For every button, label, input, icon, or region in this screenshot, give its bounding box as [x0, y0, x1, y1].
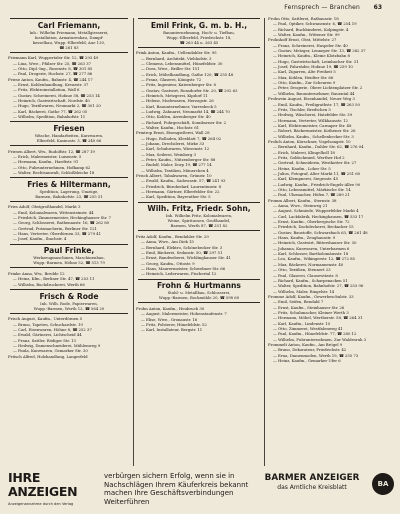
- directory-entry: — Fritz, Ingenieur, Katernberger Str. 8: [141, 82, 216, 88]
- directory-entry: — Karl, Kaufm., Lindenstr. 10: [273, 320, 331, 326]
- directory-entry: — Paula, Kurzwaren, Gemarker Str. 30: [13, 348, 88, 354]
- directory-entry: Fries Adolf, Obstgroßhandel, Markt 3: [8, 204, 81, 210]
- directory-entry: — Ernst, Kaufm., Oberbergische Str. 72: [273, 219, 350, 225]
- directory-entry: — Wilhelm, Textilien, Mäuerchen 4: [141, 167, 209, 173]
- directory-entry: — Ludwig, Kaufm., Friedrich-Engels-Allee 90: [273, 181, 361, 187]
- directory-entry: — Hedwig, Wäscherei, Hatzfelder Str. 39: [273, 112, 353, 118]
- directory-entry: — Hermann, Möbel, Wertherstr. 58, ☎ 264 31: [273, 315, 363, 321]
- business-advertisement-box: [136, 18, 262, 47]
- directory-entry: — Carl, Eisenwaren, Höhne 8, ☎ 252 37: [13, 326, 92, 332]
- directory-entry: — Max, Seilerei, Weinberg 3: [141, 151, 196, 157]
- directory-entry: — Fritz, Schuhmacher, Kleiner Werth 3: [273, 309, 349, 315]
- directory-entry: — Karl, Schlosser, Bartholomäusstr. 18: [273, 251, 349, 257]
- directory-entry: Frolich Anton, Kürschner, Vogelsangstr. 10: [268, 138, 351, 144]
- ad-publisher: [258, 473, 366, 492]
- directory-entry: — Elise, Wwe., Gronaustr. 16: [141, 316, 198, 322]
- directory-entry: — Paul, Glaserei, Clausewitzstr. 8: [273, 272, 338, 278]
- business-detail-line: Inh. Wilhelm Fritz, Kolonialwaren,: [165, 213, 233, 219]
- business-name: Carl Friemann,: [37, 20, 101, 30]
- directory-entry: Frink Anton, Kaufm., Uellendahler Str. 95: [136, 50, 217, 56]
- directory-entry: — Walter, Rechtsanwalt, Schloßbleiche 18: [13, 169, 95, 175]
- directory-entry: — Heinrich, Metzgerei, Kipdorf 11: [141, 92, 208, 98]
- directory-entry: — Johann, Drechslerei, Mirke 33: [141, 141, 205, 147]
- directory-entry: — Richard, Fuhrgeschäft, Sonnborner Str. 2: [141, 119, 227, 125]
- directory-entry: Friemann Karl, Wuppertaler Str. 12, ☎ 293 49: [8, 55, 99, 61]
- ad-slogan: verbürgen sichern Erfolg, wenn sie in Nachschlägen Ihrem Käuferkreis bekannt machen Ihre Geschäftsverbindungen Weiterführen: [104, 472, 249, 506]
- business-detail-line: Inh. Wilh. Rode, Papierwaren,: [40, 300, 98, 306]
- directory-entry: — Otto, Zimmerei, Westfalenweg 41: [273, 325, 343, 331]
- directory-entry: — Paul, Optiker, Schwanenstr. 6, ☎ 254 19: [273, 21, 357, 27]
- business-detail-line: Weine, Spirituosen, Großhandel,: [167, 218, 231, 224]
- directory-entry: — Karl, Schuhwaren, Wiesenstr. 12: [141, 146, 210, 152]
- directory-entry: Frohn Otto, Sattlerei, Rathausstr. 18: [268, 16, 339, 21]
- directory-entry: — Otto, Dipl.-Ing., Rosenstr. 8, ☎ 301 85: [13, 65, 93, 71]
- directory-entry: — Ernst, Bandweberei, Wichlinghauser Str. 41: [141, 255, 231, 261]
- business-detail-line: ☎ 263 44 u. 263 45: [179, 39, 219, 45]
- directory-entry: Frommelt Anton, Kaufm., Am Brögel 9: [268, 341, 343, 347]
- business-detail-line: ☎ 261 83: [59, 44, 79, 50]
- directory-entry: — Franz, Schreinerei, Haspeler Str. 40: [273, 42, 348, 48]
- directory-entry: — Walter, Spedition, Bahnhofstr. 27, ☎ 253 96: [273, 283, 364, 289]
- directory-entry: — Emil, Bäckerei, Sedanstr. 50, ☎ 297 51: [141, 250, 223, 256]
- directory-entry: Frisch August, Kaufm., Unterdörnen 5: [8, 316, 83, 322]
- directory-entry: Friese Anton, Kaufm., Bahnstr. 4, ☎ 244 17: [8, 76, 93, 82]
- business-detail-line: Installation, Armaturenbau, Dampf-: [34, 34, 104, 40]
- box-rule: [138, 302, 260, 303]
- directory-entry: — Karl, Installateur, Bergstr. 11: [141, 327, 203, 333]
- directory-entry: — Walter, Kaufm., Hochstr. 61: [141, 125, 200, 130]
- box-rule: [138, 47, 260, 48]
- directory-entry: — Franz, Sattler, Rödiger Str. 13: [13, 337, 76, 343]
- business-detail-line: Wupp.-Elberfeld, Friedrichstr. 18,: [166, 34, 232, 40]
- box-rule: [10, 244, 128, 245]
- directory-entry: — Otto, Textilien, Stennert 23: [273, 267, 331, 273]
- directory-entry: — Ernst, Kohlenhandlung, Kreuzstr. 37: [13, 81, 89, 87]
- business-advertisement-box: [8, 177, 130, 201]
- ad-small-print: Anzeigenannahme durch den Verlag: [8, 502, 74, 506]
- directory-entry: — Hans, Vertreter, Oberdörnen 33, ☎ 279 41: [13, 231, 102, 237]
- directory-entry: — August, Schmiede, Wupperfelder Markt 4: [273, 208, 359, 214]
- directory-entry: Fromm Albert, Kaufm., Sternstr. 38: [268, 197, 337, 203]
- business-detail-line: Barmen, Bahnhofstr. 23, ☎ 255 51: [35, 193, 103, 199]
- directory-entry: — Hugo, Gastwirtschaft, Leimbacher Str. 31: [273, 58, 359, 64]
- directory-columns: [8, 16, 392, 468]
- running-head: Fernsprech — Branchen: [284, 4, 360, 11]
- box-rule: [138, 230, 260, 231]
- directory-entry: — Heinrich, Gastwirt, Rittershauser Str. 30: [273, 240, 357, 246]
- business-detail-line: Stahl- u. Metallbau, Schlosserei,: [167, 290, 231, 296]
- directory-entry: — Wilhelm, Maler, Ringelstr. 14: [273, 288, 335, 294]
- directory-entry: — Paul, Uhrmacher, Höfen 7, ☎ 289 21: [273, 192, 350, 198]
- business-name: Friesen: [53, 123, 85, 133]
- directory-entry: — Erna, Damenmoden, Werth 19, ☎ 255 73: [273, 352, 359, 358]
- directory-entry: — Gustav, Metzger, Lenneper Str. 13, ☎ 282 37: [273, 48, 366, 54]
- directory-entry: — Karl, Bäckerei, Gathe 77, ☎ 262 05: [13, 108, 88, 114]
- business-detail-line: Werkzeugmaschinen, Maschinenbau,: [33, 255, 105, 261]
- directory-entry: — Bernhard, Architekt, Viehhofstr. 3: [141, 55, 212, 61]
- directory-entry: — Gertrud, Schneiderin, Westkotter Str. 27: [273, 160, 357, 166]
- directory-entry: — Dora, Wwe., Briller Str. 151: [141, 66, 200, 72]
- business-advertisement-box: [8, 289, 130, 313]
- directory-entry: — Otto, Kaufm., Zur Scheuren 9: [273, 80, 336, 86]
- directory-entry: — Paul, Drogerie, Hochstr. 27, ☎ 277 86: [13, 71, 93, 77]
- directory-entry: — Ludwig, Zahnarzt, Neumarkt 14, ☎ 244 70: [141, 108, 230, 114]
- directory-entry: — Erich, Möbelhandlung, Gathe 120, ☎ 255 48: [141, 71, 234, 77]
- advertisement-footer: [0, 468, 400, 514]
- directory-column-3: [268, 16, 392, 468]
- directory-entry: — Carl, Lackfabrik, Heckinghausen, ☎ 533 17: [273, 213, 364, 219]
- box-rule: [138, 202, 260, 203]
- directory-entry: — Heinz, Kaufm., Gemarker Ufer 6: [273, 358, 341, 363]
- publisher-logo-icon: BA: [372, 473, 394, 495]
- directory-entry: — Leo, Kaufm., Wikingerstr. 12, ☎ 272 85: [273, 256, 355, 262]
- business-name: Paul Frinke,: [43, 246, 95, 256]
- publisher-subtitle: das Amtliche Kreisblatt: [277, 484, 347, 491]
- directory-entry: — Heinrich, Gastwirtschaft, Nordstr. 40: [13, 97, 90, 103]
- directory-entry: — Gustav, Gastwirt, Ronsdorfer Str. 20, ☎ 292 63: [141, 87, 238, 93]
- directory-entry: — Georg, Kaufm., Ottostr. 9: [141, 260, 195, 266]
- directory-entry: — Bruno, Tapeten, Schuchardstr. 19: [13, 321, 83, 327]
- ad-headline: IHRE ANZEIGEN: [8, 470, 78, 499]
- directory-entry: — Karl, Klempnerei, Siegesstr. 45: [273, 176, 339, 182]
- directory-entry: — Emil, Kolonialwaren, Wittensteinstr. 44: [13, 209, 94, 215]
- directory-entry: — Bernhard, Kaufm., Dahler Str. 62, ☎ 276 04: [273, 144, 364, 150]
- directory-entry: — Heinrich, Kaufm., Kleine Klotzbahn 8: [273, 53, 350, 59]
- directory-entry: — Wilhelm, Fuhrunternehmen, Zur Waldesruh 3: [273, 336, 367, 342]
- page-number: 63: [373, 4, 382, 11]
- directory-entry: — Ewald, Gärtnerei, Lichtscheid 44: [13, 332, 82, 338]
- directory-entry: — Fritz, Elektroinstallation, Wall 6: [13, 87, 80, 93]
- directory-entry: — Rudolf, Maler, Dorp 19, ☎ 277 14: [141, 162, 212, 168]
- directory-entry: — Bernhard, Elektro, Schönebecker Str. 3: [141, 244, 223, 250]
- box-rule: [10, 145, 128, 146]
- business-name: Emil Frink, G. m. b. H.,: [150, 20, 248, 30]
- directory-entry: — Friedrich, Dachdeckerei, Beckacker 15: [273, 224, 354, 230]
- directory-entry: — Franz, Glaserei, Königstr. 72: [141, 76, 202, 82]
- directory-entry: Fritsch Alfred, Holzhandlung, Langerfeld: [8, 353, 88, 359]
- directory-entry: — Richard, Kaufm., Scharpenacken 51: [273, 277, 348, 283]
- directory-entry: Frintrop Ernst, Eisengießerei, Wall 28: [136, 130, 210, 136]
- business-detail-line: Inh.: Wilhelm Friemann, Metallgiesserei,: [29, 29, 109, 35]
- directory-entry: — Fritz, Polsterer, Hünefeldstr. 52: [141, 321, 207, 327]
- box-rule: [10, 201, 128, 202]
- directory-entry: — Heinz, Kaufm., Loher Str. 5: [273, 165, 331, 171]
- directory-entry: — Hedwig, Damenschneiderei, Mühlenweg 9: [13, 342, 101, 348]
- directory-entry: — Clemens, Lebensmittel, Hünefeldstr. 30: [141, 60, 223, 66]
- directory-entry: — Julius, Fotograf, Alter Markt 11, ☎ 251 60: [273, 170, 361, 176]
- business-name: Wilh. Fritz, Friedr. Sohn,: [147, 204, 251, 214]
- directory-entry: Fritz Adolf, Kaufm., Bendahler Str. 29: [136, 234, 209, 239]
- directory-entry: — Heinrich, Lederwaren, Fischertal 12: [141, 271, 217, 277]
- directory-entry: — Erich, Malerei, Klingelholl 18: [273, 149, 335, 155]
- directory-entry: — Fritz, Goldschmied, Werther Hof 2: [273, 154, 345, 160]
- directory-entry: — Wilhelm, Spedition, Bahnhofstr. 11: [13, 113, 86, 119]
- directory-entry: — Otto, Lebensmittel, Märkische Str. 14: [273, 187, 351, 192]
- directory-entry: — Gertrud, Putzmacherin, Berliner Str. 121: [13, 225, 97, 231]
- box-rule: [10, 121, 128, 122]
- directory-column-2: [136, 16, 262, 468]
- ad-left: [8, 471, 100, 507]
- directory-entry: — Peter, Kaufm., Nützenberger Str. 88: [141, 157, 216, 163]
- business-detail-line: Wupp.-Barmen, Bockmühle 20, ☎ 598 60: [158, 295, 240, 301]
- directory-entry: — Josef, Fahrräder, Hofaue 19, ☎ 259 10: [273, 64, 353, 70]
- directory-entry: Fromme Adolf, Kaufm., Gewerbeschulstr. 33: [268, 293, 354, 299]
- directory-entry: — Robert, Bäckermeister, Kothener Str. 26: [273, 128, 356, 134]
- directory-entry: — Gustav, Baustoffe, Schwarzbach 63, ☎ 261 48: [273, 229, 368, 235]
- directory-entry: — Hermann, Kaufm., Hardtstr. 91: [13, 159, 79, 165]
- directory-entry: — Karl, Zigarren, Alte Freiheit 5: [273, 69, 336, 75]
- directory-entry: — Emil, Seifen, Bendahl 7: [273, 299, 324, 305]
- directory-entry: Frisch Albert, Tabakwaren, Grünstr. 10: [136, 173, 212, 179]
- business-detail-line: Bauunternehmung, Hoch- u. Tiefbau,: [163, 29, 235, 35]
- directory-entry: — Hans, Maurermeister, Schwelmer Str. 66: [141, 266, 226, 272]
- business-detail-line: Wupp.-Barmen, Höhne 52, ☎ 513 79: [33, 260, 105, 266]
- directory-entry: — Erich, Malermeister, Luisenstr. 5: [13, 153, 82, 159]
- directory-entry: Frohnhoff Ernst, Obst, Mittelstr. 27: [268, 37, 337, 43]
- box-rule: [10, 289, 128, 290]
- box-rule: [10, 52, 128, 53]
- business-advertisement-box: [136, 202, 262, 231]
- business-advertisement-box: [8, 18, 130, 52]
- directory-entry: — Heinz, Kfm., Berliner Str. 47, ☎ 253 11: [13, 276, 95, 282]
- business-detail-line: Spedition, Lagerung, Umzüge,: [39, 188, 99, 194]
- business-detail-line: Elberfeld, Kasinostr. 3, ☎ 240 66: [36, 137, 102, 143]
- directory-column-1: [8, 16, 130, 468]
- directory-entry: — Emil, Kaufm., Freiligrathstr. 17, ☎ 263 50: [273, 101, 360, 107]
- business-name: Frisch & Rode: [39, 291, 99, 301]
- box-rule: [10, 18, 128, 19]
- directory-entry: — Ernst, Kaufm., Steinhauser Str. 26: [273, 304, 345, 310]
- directory-entry: — Georg, Schlosserei, Rathenaustr. 16, ☎ 262 80: [13, 220, 110, 226]
- directory-entry: — Karl, Spedition, Bayreuther Str. 5: [141, 194, 211, 200]
- directory-entry: — Fritz, Tischler, Bredtchen 5: [273, 106, 331, 112]
- directory-entry: — Peter, Drogerie, Obere Lichtenplatzer Str. 2: [273, 85, 363, 91]
- directory-entry: — Paul, Kaufm., Hünefeldstr. 77, ☎ 280 12: [273, 331, 357, 337]
- directory-entry: — Hans, Kaufm., Zeughausstr. 9: [273, 235, 336, 241]
- business-detail-line: Barmen, Werth 87, ☎ 251 82: [170, 223, 228, 229]
- business-detail-line: kesselbau, Wupp.-Elberfeld, Aue 120,: [32, 39, 106, 45]
- directory-entry: — Hermann, Gärtner, Elberfelder Str. 22: [141, 189, 220, 195]
- directory-entry: — Johanna, Kurzwaren, Unterbarmen 6: [273, 245, 350, 251]
- directory-entry: — August, Malermeister, Hohenstaufenstr. 7: [141, 311, 227, 317]
- directory-entry: — Karl, Elektromeister, Carnaper Str. 48: [273, 122, 352, 128]
- publisher-name: BARMER ANZEIGER: [264, 473, 360, 483]
- directory-entry: — Walter, Kaufm., Wittener Str. 99: [273, 32, 340, 38]
- directory-entry: — Otto, Fuhrunternehmen, Hofkamp 62: [13, 164, 91, 170]
- business-advertisement-box: [8, 121, 130, 145]
- directory-entry: — Max, Bäckerei, Normannenstr. 40: [273, 261, 344, 267]
- directory-entry: — Anna, Wwe., Am Diek 15: [141, 239, 194, 245]
- directory-entry: — Max, Kohlen, Heidter Str. 66: [273, 74, 334, 80]
- box-rule: [10, 177, 128, 178]
- box-rule: [10, 267, 128, 268]
- box-rule: [10, 313, 128, 314]
- directory-entry: — Josef, Kaufm., Ibachstr. 4: [13, 236, 67, 242]
- box-rule: [138, 18, 260, 19]
- directory-entry: — Wilhelm, Buchdruckerei, Werth 66: [13, 281, 85, 287]
- directory-entry: — Lina, Wwe., Pfälzer Str. 25, ☎ 263 37: [13, 60, 91, 66]
- directory-entry: — Hugo, Textilwaren, Neumarkt 2, ☎ 301 20: [13, 103, 101, 109]
- directory-entry: — Bruno, Dekorateur, Friedrichstr. 42: [273, 347, 347, 353]
- directory-entry: — Wilhelm, Bauunternehmer, Rauental 44: [273, 90, 355, 96]
- business-detail-line: Wäsche, Handarbeiten, Kurzwaren,: [34, 132, 104, 138]
- business-detail-line: Wupp.-Barmen, Werth 12, ☎ 564 20: [33, 305, 105, 311]
- directory-entry: — Helene, Modewaren, Herzogstr. 26: [141, 98, 214, 104]
- directory-entry: — Ewald, Kaufm., Sadowastr. 57, ☎ 241 93: [141, 178, 226, 184]
- directory-entry: — Friedrich, Bürobedarf, Laurentiusstr. 8: [141, 183, 222, 189]
- directory-entry: — Hugo, Rolladen, Kleeblatt 7, ☎ 264 02: [141, 135, 222, 141]
- business-name: Fries & Hiltermann,: [27, 179, 111, 189]
- directory-entry: Friesen Albert, Ww., Rudolfstr. 12, ☎ 287 19: [8, 148, 95, 154]
- directory-entry: — Friedrich, Zimmermeister, Heckinghauser Str. 7: [13, 215, 111, 221]
- directory-entry: Frohwein August, Eisenhandel, Neuer Weg 3: [268, 96, 355, 102]
- box-rule: [138, 279, 260, 280]
- directory-entry: — Otto, Kohlen, Arrenberger Str. 40: [141, 114, 211, 120]
- directory-entry: — Richard, Buchbinderei, Kolpingstr. 4: [273, 26, 349, 32]
- business-name: Frohn & Hurtmanns: [157, 281, 241, 291]
- directory-entry: — Anna, Wwe., Steinweg 21: [273, 203, 328, 209]
- business-advertisement-box: [8, 244, 130, 268]
- directory-entry: Frohn Anton, Kaufm., Heubruch 30: [136, 305, 205, 311]
- directory-entry: — Karl, Bauunternehmer, Varresbeck 5: [141, 103, 217, 109]
- business-advertisement-box: [136, 279, 262, 303]
- directory-entry: — Wilhelm, Kaufm., Schellenbecker Str. 3: [273, 133, 354, 139]
- directory-entry: — Hermann, Vertreter, Wilkhausstr. 12: [273, 117, 348, 123]
- directory-entry: — Gustav, Schreinerei, Hofaue 58, ☎ 253 14: [13, 92, 100, 98]
- directory-entry: Frinke Anna, Ww., Bredde 12: [8, 271, 65, 276]
- page-header: [18, 4, 382, 16]
